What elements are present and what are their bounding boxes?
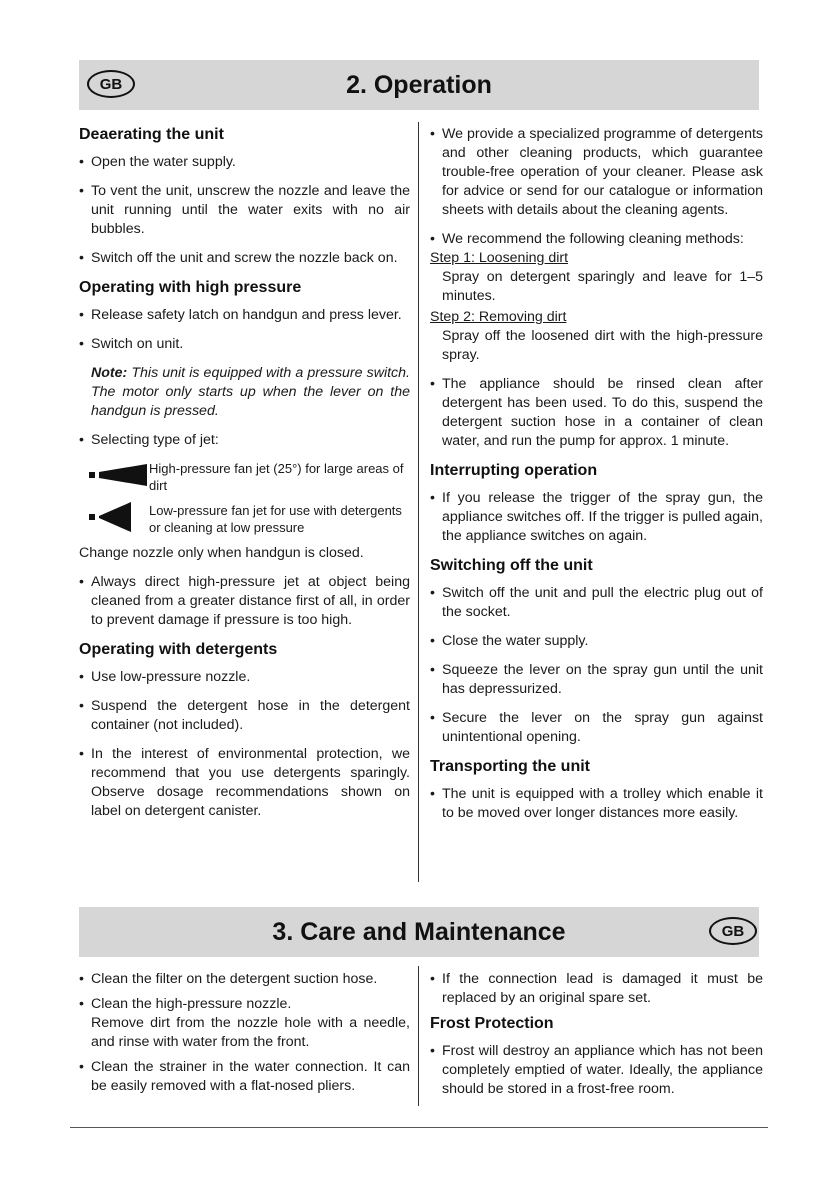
list-item: • Open the water supply. [79,153,410,172]
heading-high-pressure: Operating with high pressure [79,279,302,296]
heading-deaerating: Deaerating the unit [79,126,224,143]
heading-interrupting: Interrupting operation [430,462,598,479]
list-item: • We provide a specialized programme of detergents and other cleaning products, which guarantee trouble-free operation of your cleaner. Please ask for advice or send for our catalogue or information sheets with details about the cleaning agents. [430,125,763,220]
list-item: • Switch on unit. [79,335,410,354]
list-item: • To vent the unit, unscrew the nozzle and leave the unit running until the water exits with no air bubbles. [79,182,410,239]
list-item: • Switch off the unit and pull the electric plug out of the socket. [430,584,763,622]
high-pressure-fan-jet-icon [79,460,149,490]
section-title: 3. Care and Maintenance [272,917,566,946]
list-item: • Suspend the detergent hose in the detergent container (not included). [79,697,410,735]
list-item: • Release safety latch on handgun and press lever. [79,306,410,325]
list-item: • Secure the lever on the spray gun against unintentional opening. [430,709,763,747]
heading-frost: Frost Protection [430,1015,554,1032]
jet-high-label: High-pressure fan jet (25°) for large areas of dirt [149,461,404,493]
section-header-operation [79,60,759,110]
step1-body: Spray on detergent sparingly and leave for 1–5 minutes. [442,269,763,304]
list-item: • The unit is equipped with a trolley which enable it to be moved over longer distances more easily. [430,785,763,823]
jet-low-label: Low-pressure fan jet for use with detergents or cleaning at low pressure [149,503,402,535]
heading-transporting: Transporting the unit [430,758,590,775]
heading-detergents: Operating with detergents [79,641,278,658]
list-item: • If the connection lead is damaged it must be replaced by an original spare set. [430,970,763,1008]
list-item: • Clean the high-pressure nozzle. [79,995,410,1014]
list-item: • Close the water supply. [430,632,763,651]
operation-right-column [430,125,763,833]
list-item: • In the interest of environmental protection, we recommend that you use detergents sparingly. Observe dosage recommendations shown on label on detergent canister. [79,745,410,821]
footer-rule [70,1127,768,1128]
change-nozzle-text: Change nozzle only when handgun is closed. [79,545,364,561]
care-left-column [79,970,410,1106]
column-divider [418,122,419,882]
gb-badge: GB [709,917,757,945]
list-item: • If you release the trigger of the spray gun, the appliance switches off. If the trigger is pulled again, the appliance switches on again. [430,489,763,546]
heading-switching-off: Switching off the unit [430,557,593,574]
step1-title: Step 1: Loosening dirt [430,250,569,266]
section-header-care [79,907,759,957]
list-item: • The appliance should be rinsed clean after detergent has been used. To do this, suspend the detergent suction hose in a container of clean water, and run the pump for approx. 1 minute. [430,375,763,451]
nozzle-detail: Remove dirt from the nozzle hole with a needle, and rinse with water from the front. [91,1015,410,1050]
list-item: • Always direct high-pressure jet at object being cleaned from a greater distance first of all, in order to prevent damage if pressure is too high. [79,573,410,630]
column-divider [418,966,419,1106]
operation-left-column [79,125,410,831]
low-pressure-fan-jet-icon [79,502,149,532]
list-item: • Clean the strainer in the water connection. It can be easily removed with a flat-nosed pliers. [79,1058,410,1096]
list-item: • Switch off the unit and screw the nozzle back on. [79,249,410,268]
jet-high-row [79,460,410,494]
list-item: • Frost will destroy an appliance which has not been completely emptied of water. Ideally, the appliance should be stored in a frost-free room. [430,1042,763,1099]
note-text: This unit is equipped with a pressure switch. The motor only starts up when the lever on the handgun is pressed. [91,365,410,419]
note-label: Note: [91,365,128,381]
section-title: 2. Operation [346,70,492,99]
list-item: • We recommend the following cleaning methods: [430,230,763,249]
list-item: • Use low-pressure nozzle. [79,668,410,687]
list-item: • Selecting type of jet: [79,431,410,450]
gb-badge: GB [87,70,135,98]
step2-title: Step 2: Removing dirt [430,309,567,325]
list-item: • Squeeze the lever on the spray gun until the unit has depressurized. [430,661,763,699]
care-right-column [430,970,763,1109]
jet-low-row [79,502,410,536]
note [79,364,410,421]
step2-body: Spray off the loosened dirt with the high-pressure spray. [442,328,763,363]
list-item: • Clean the filter on the detergent suction hose. [79,970,410,989]
